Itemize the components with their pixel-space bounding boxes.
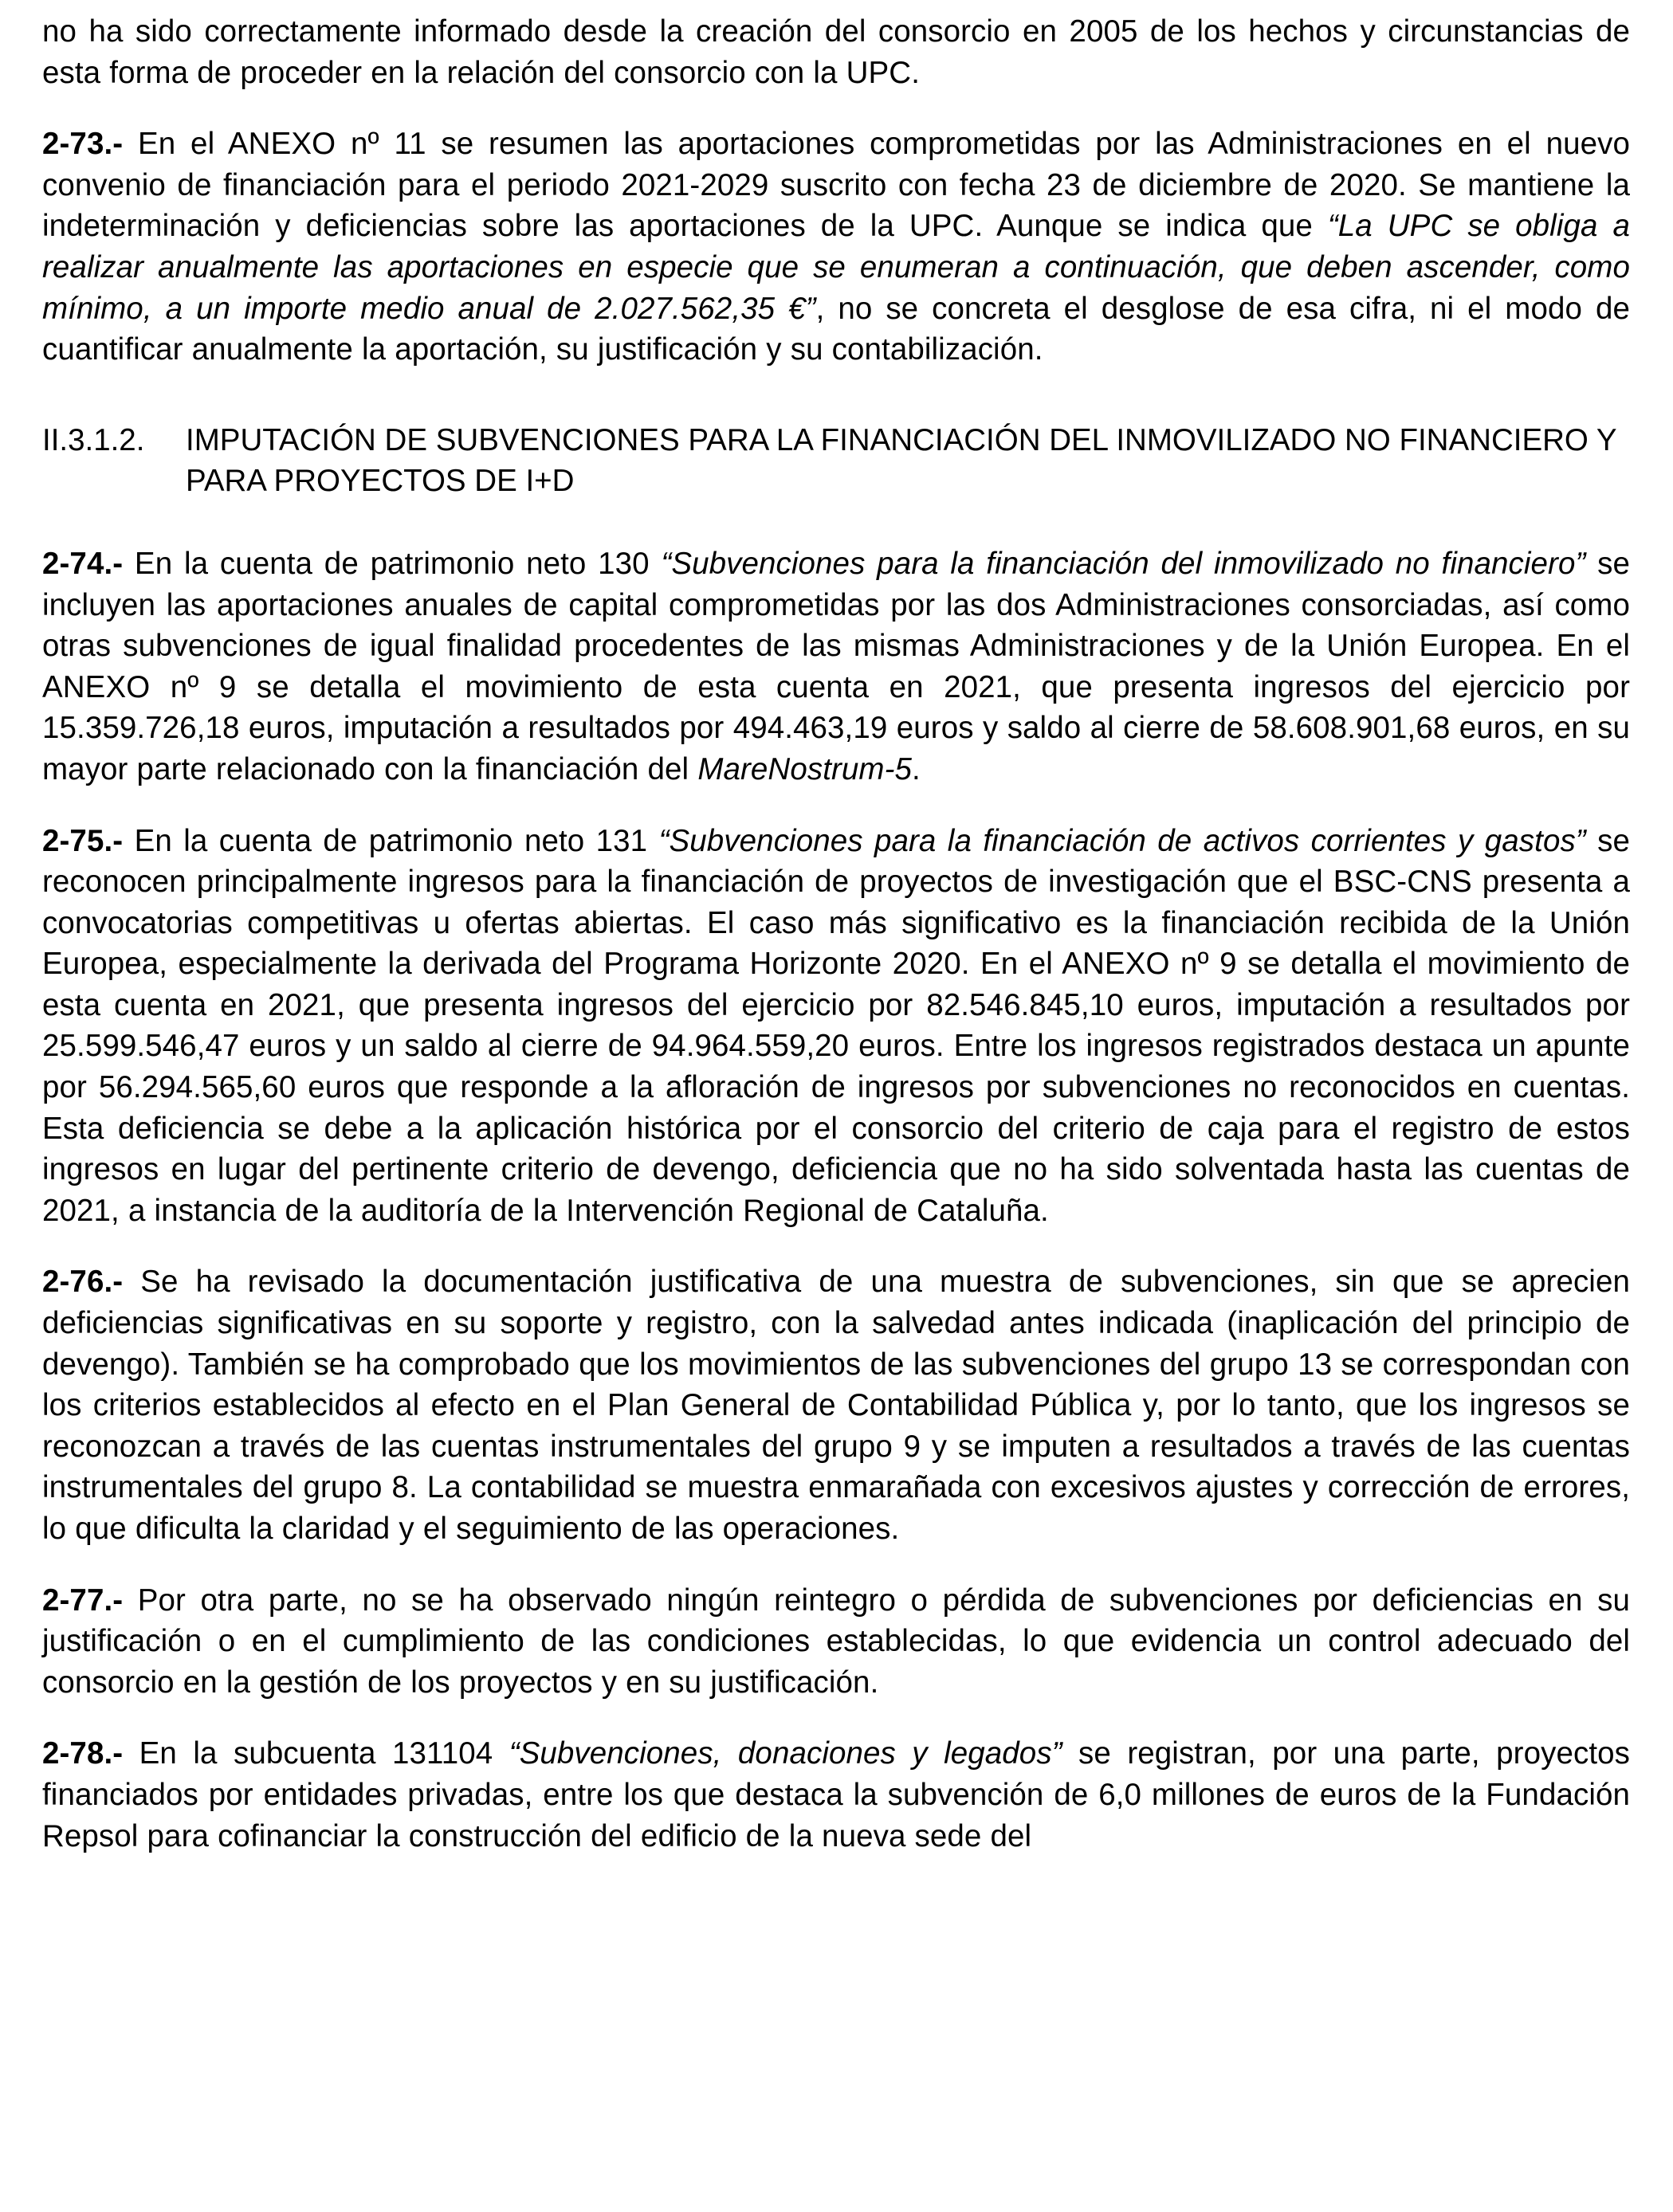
paragraph-number-2-74: 2-74.- <box>42 546 124 581</box>
paragraph-2-76-text: Se ha revisado la documentación justificativa de una muestra de subvenciones, sin que se aprecien deficiencias significativas en su soporte y registro, con la salvedad antes indicada (inaplicación del principio de devengo). También se ha comprobado que los movimientos de las subvenciones del grupo 13 se correspondan con los criterios establecidos al efecto en el Plan General de Contabilidad Pública y, por lo tanto, que los ingresos se reconozcan a través de las cuentas instrumentales del grupo 9 y se imputen a resultados a través de las cuentas instrumentales del grupo 8. La contabilidad se muestra enmarañada con excesivos ajustes y corrección de errores, lo que dificulta la claridad y el seguimiento de las operaciones. <box>42 1265 1630 1546</box>
continued-paragraph <box>42 11 1630 93</box>
paragraph-2-78-quote: “Subvenciones, donaciones y legados” <box>509 1736 1062 1771</box>
paragraph-2-73-part2: , no se concreta el desglose de esa cifra, ni el modo de cuantificar anualmente la aportación, su justificación y su contabilización. <box>42 291 1630 367</box>
section-heading <box>42 420 1630 502</box>
paragraph-number-2-73: 2-73.- <box>42 127 124 162</box>
paragraph-2-74-part1: En la cuenta de patrimonio neto 130 <box>123 546 662 581</box>
paragraph-2-78-part2: se registran, por una parte, proyectos financiados por entidades privadas, entre los que destaca la subvención de 6,0 millones de euros de la Fundación Repsol para cofinanciar la construcción del edificio de la nueva sede del <box>42 1736 1630 1853</box>
section-heading-title: IMPUTACIÓN DE SUBVENCIONES PARA LA FINANCIACIÓN DEL INMOVILIZADO NO FINANCIERO Y PARA PROYECTOS DE I+D <box>186 422 1616 499</box>
paragraph-2-74 <box>42 543 1630 790</box>
paragraph-2-74-quote: “Subvenciones para la financiación del inmovilizado no financiero” <box>661 546 1586 581</box>
paragraph-2-75-part2: se reconocen principalmente ingresos para la financiación de proyectos de investigación que el BSC-CNS presenta a convocatorias competitivas u ofertas abiertas. El caso más significativo es la financiación recibida de la Unión Europea, especialmente la derivada del Programa Horizonte 2020. En el ANEXO nº 9 se detalla el movimiento de esta cuenta en 2021, que presenta ingresos del ejercicio por 82.546.845,10 euros, imputación a resultados por 25.599.546,47 euros y un saldo al cierre de 94.964.559,20 euros. Entre los ingresos registrados destaca un apunte por 56.294.565,60 euros que responde a la afloración de ingresos por subvenciones no reconocidos en cuentas. Esta deficiencia se debe a la aplicación histórica por el consorcio del criterio de caja para el registro de estos ingresos en lugar del pertinente criterio de devengo, deficiencia que no ha sido solventada hasta las cuentas de 2021, a instancia de la auditoría de la Intervención Regional de Cataluña. <box>42 823 1630 1228</box>
paragraph-number-2-75: 2-75.- <box>42 823 124 858</box>
paragraph-2-74-part3: . <box>912 751 921 786</box>
paragraph-2-78-part1: En la subcuenta 131104 <box>123 1736 509 1771</box>
paragraph-2-73 <box>42 124 1630 371</box>
paragraph-number-2-76: 2-76.- <box>42 1265 124 1300</box>
paragraph-2-73-part1: En el ANEXO nº 11 se resumen las aportaciones comprometidas por las Administraciones en el nuevo convenio de financiación para el periodo 2021-2029 suscrito con fecha 23 de diciembre de 2020. Se mantiene la indeterminación y deficiencias sobre las aportaciones de la UPC. Aunque se indica que <box>42 127 1630 244</box>
paragraph-2-75 <box>42 821 1630 1232</box>
paragraph-number-2-78: 2-78.- <box>42 1736 124 1771</box>
section-heading-number: II.3.1.2. <box>42 422 145 457</box>
paragraph-2-75-part1: En la cuenta de patrimonio neto 131 <box>123 823 659 858</box>
continued-paragraph-text: no ha sido correctamente informado desde la creación del consorcio en 2005 de los hechos y circunstancias de esta forma de proceder en la relación del consorcio con la UPC. <box>42 14 1630 90</box>
paragraph-2-74-italic-term: MareNostrum-5 <box>697 751 913 786</box>
paragraph-2-74-part2: se incluyen las aportaciones anuales de capital comprometidas por las dos Administraciones consorciadas, así como otras subvenciones de igual finalidad procedentes de las mismas Administraciones y de la Unión Europea. En el ANEXO nº 9 se detalla el movimiento de esta cuenta en 2021, que presenta ingresos del ejercicio por 15.359.726,18 euros, imputación a resultados por 494.463,19 euros y saldo al cierre de 58.608.901,68 euros, en su mayor parte relacionado con la financiación del <box>42 546 1630 786</box>
paragraph-2-77 <box>42 1580 1630 1704</box>
paragraph-2-73-quote: “La UPC se obliga a realizar anualmente las aportaciones en especie que se enumeran a continuación, que deben ascender, como mínimo, a un importe medio anual de 2.027.562,35 €” <box>42 209 1630 326</box>
paragraph-2-76 <box>42 1261 1630 1549</box>
paragraph-number-2-77: 2-77.- <box>42 1583 124 1618</box>
paragraph-2-77-text: Por otra parte, no se ha observado ningún reintegro o pérdida de subvenciones por deficiencias en su justificación o en el cumplimiento de las condiciones establecidas, lo que evidencia un control adecuado del consorcio en la gestión de los proyectos y en su justificación. <box>42 1583 1630 1700</box>
paragraph-2-75-quote: “Subvenciones para la financiación de activos corrientes y gastos” <box>658 823 1586 858</box>
paragraph-2-78 <box>42 1733 1630 1857</box>
